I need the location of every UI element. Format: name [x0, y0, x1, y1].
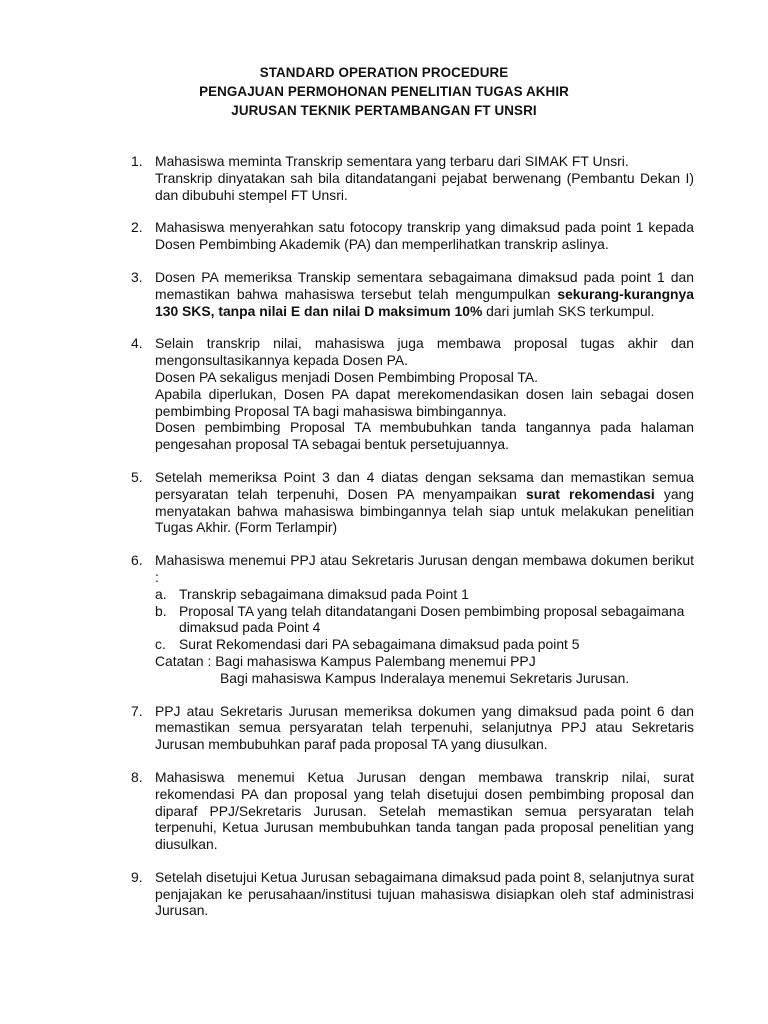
- sub-item-text: Transkrip sebagaimana dimaksud pada Point 1: [179, 585, 469, 602]
- item-text: Setelah disetujui Ketua Jurusan sebagaimana dimaksud pada point 8, selanjutnya surat penjajakan ke perusahaan/institusi tujuan mahasiswa disiapkan oleh staf administrasi Jurusan.: [155, 868, 695, 919]
- sub-item-b: [155, 603, 694, 637]
- item-text: Apabila diperlukan, Dosen PA dapat merekomendasikan dosen lain sebagai dosen pembimbing Proposal TA bagi mahasiswa bimbingannya.: [155, 385, 694, 419]
- item-text: Mahasiswa menemui PPJ atau Sekretaris Jurusan dengan membawa dokumen berikut :: [155, 552, 694, 585]
- item-text: Transkrip dinyatakan sah bila ditandatangani pejabat berwenang (Pembantu Dekan I) dan dibubuhi stempel FT Unsri.: [155, 169, 694, 203]
- item-number: 5.: [131, 468, 143, 485]
- item-text: Mahasiswa meminta Transkrip sementara yang terbaru dari SIMAK FT Unsri.: [155, 153, 629, 169]
- header-title-line-3: JURUSAN TEKNIK PERTAMBANGAN FT UNSRI: [231, 103, 537, 118]
- procedure-item-1: [131, 153, 694, 203]
- document-header: [0, 63, 768, 120]
- procedure-list: [131, 153, 694, 935]
- item-text: [155, 469, 694, 536]
- sub-item-label: b.: [155, 602, 167, 619]
- item-text-segment: yang menyatakan bahwa mahasiswa bimbingannya telah siap untuk melakukan penelitian Tugas Akhir. (Form Terlampir): [155, 485, 694, 536]
- procedure-item-8: [131, 769, 694, 853]
- sub-item-text: Surat Rekomendasi dari PA sebagaimana dimaksud pada point 5: [179, 636, 580, 653]
- item-text-bold: sekurang-kurangnya 130 SKS, tanpa nilai E dan nilai D maksimum 10%: [155, 285, 694, 319]
- item-number: 1.: [131, 153, 143, 169]
- item-number: 6.: [131, 552, 143, 569]
- item-text: Mahasiswa menyerahkan satu fotocopy transkrip yang dimaksud pada point 1 kepada Dosen Pembimbing Akademik (PA) dan memperlihatkan transkrip aslinya.: [155, 219, 694, 253]
- sub-item-text: Proposal TA yang telah ditandatangani Dosen pembimbing proposal sebagaimana dimaksud pada Point 4: [179, 602, 685, 636]
- item-number: 8.: [131, 768, 143, 785]
- note-line-2: Bagi mahasiswa Kampus Inderalaya menemui Sekretaris Jurusan.: [220, 669, 630, 686]
- item-number: 7.: [131, 702, 143, 719]
- item-text: Selain transkrip nilai, mahasiswa juga membawa proposal tugas akhir dan mengonsultasikannya kepada Dosen PA.: [155, 335, 694, 369]
- procedure-item-7: [131, 703, 694, 753]
- item-text: Dosen PA sekaligus menjadi Dosen Pembimbing Proposal TA.: [155, 368, 538, 385]
- item-text: Dosen pembimbing Proposal TA membubuhkan tanda tangannya pada halaman pengesahan proposal TA sebagai bentuk persetujuannya.: [155, 419, 694, 453]
- item-number: 9.: [131, 868, 143, 885]
- sub-item-c: [155, 636, 694, 653]
- procedure-item-2: [131, 219, 694, 253]
- procedure-item-6: [131, 552, 694, 686]
- item-text: Mahasiswa menemui Ketua Jurusan dengan membawa transkrip nilai, surat rekomendasi PA dan proposal yang telah disetujui dosen pembimbing proposal dan diparaf PPJ/Sekretaris Jurusan. Setelah memastikan semua persyaratan telah terpenuhi, Ketua Jurusan membubuhkan tanda tangan pada proposal penelitian yang diusulkan.: [155, 768, 694, 853]
- sub-item-a: [155, 586, 694, 603]
- item-number: 4.: [131, 335, 143, 352]
- item-text: PPJ atau Sekretaris Jurusan memeriksa dokumen yang dimaksud pada point 6 dan memastikan semua persyaratan telah terpenuhi, selanjutnya PPJ atau Sekretaris Jurusan membubuhkan paraf pada proposal TA yang diusulkan.: [155, 702, 694, 753]
- item-text: [155, 269, 694, 319]
- header-title-line-2: PENGAJUAN PERMOHONAN PENELITIAN TUGAS AKHIR: [199, 84, 569, 99]
- item-text-segment: Dosen PA memeriksa Transkip sementara sebagaimana dimaksud pada point 1 dan memastikan bahwa mahasiswa tersebut telah mengumpulkan: [155, 268, 694, 302]
- item-number: 2.: [131, 219, 143, 236]
- procedure-item-4: [131, 335, 694, 453]
- item-number: 3.: [131, 268, 143, 285]
- procedure-item-9: [131, 869, 694, 919]
- item-text-segment: dari jumlah SKS terkumpul.: [482, 302, 655, 319]
- sub-item-label: a.: [155, 585, 167, 602]
- procedure-item-3: [131, 269, 694, 319]
- header-title-line-1: STANDARD OPERATION PROCEDURE: [259, 65, 509, 80]
- item-text-segment: Setelah memeriksa Point 3 dan 4 diatas dengan seksama dan memastikan semua persyaratan telah terpenuhi, Dosen PA menyampaikan: [155, 468, 694, 502]
- item-text-bold: surat rekomendasi: [525, 485, 655, 502]
- sub-item-label: c.: [155, 636, 166, 653]
- note-line-1: Catatan : Bagi mahasiswa Kampus Palembang menemui PPJ: [155, 652, 536, 669]
- procedure-item-5: [131, 469, 694, 536]
